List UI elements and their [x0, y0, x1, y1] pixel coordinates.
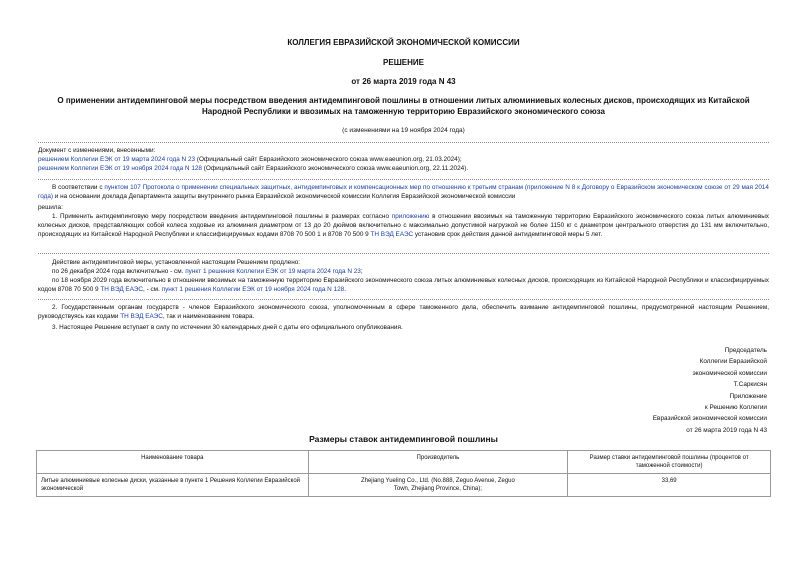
preamble: [38, 183, 769, 201]
item-1: [38, 212, 769, 239]
divider: [38, 299, 769, 300]
org-name: КОЛЛЕГИЯ ЕВРАЗИЙСКОЙ ЭКОНОМИЧЕСКОЙ КОМИССИИ: [287, 38, 520, 47]
note-link-2[interactable]: пункт 1 решения Коллегии ЕЭК от 19 ноября 2024 года N 128: [161, 286, 345, 293]
item-1-text: 1. Применить антидемпинговую меру посредством введения антидемпинговой пошлины в размерах согласно: [52, 213, 392, 220]
item-3: 3. Настоящее Решение вступает в силу по истечении 30 календарных дней с даты его официального опубликования.: [52, 324, 403, 331]
note-text: по 26 декабря 2024 года включительно - см.: [52, 268, 186, 275]
item-1-text: установив срок действия данной антидемпинговой меры 5 лет.: [413, 231, 603, 238]
col-header: Производитель: [308, 451, 568, 474]
signature-line: Коллегии Евразийской: [699, 358, 767, 366]
appendix-line: Евразийской экономической комиссии: [652, 415, 767, 423]
table-cell: Литые алюминиевые колесные диски, указанные в пункте 1 Решения Коллегии Евразийской экономической: [37, 474, 309, 497]
note-text: .: [344, 286, 347, 293]
changes-block: [38, 146, 769, 173]
signature-block: [653, 345, 767, 436]
appendix-line: от 26 марта 2019 года N 43: [686, 426, 767, 434]
note-text: ;: [360, 268, 363, 275]
item-2-text: 2. Государственным органам государств - членов Евразийского экономического союза, уполномоченным в сфере таможенного дела, обеспечить взимание антидемпинговой пошлины, предусмотренной настоящим Решением, руководствуясь как кодами: [38, 304, 769, 320]
tnved-link[interactable]: ТН ВЭД ЕАЭС: [370, 231, 414, 238]
note-block: [38, 258, 769, 294]
table-header-row: [37, 451, 771, 474]
appendix-link[interactable]: приложению: [391, 213, 430, 220]
table-cell: 33,69: [568, 474, 771, 497]
duty-table: [36, 450, 771, 497]
change-link-1[interactable]: решением Коллегии ЕЭК от 19 марта 2024 года N 23: [38, 156, 196, 163]
col-header: Наименование товара: [37, 451, 309, 474]
doc-title: О применении антидемпинговой меры посредством введения антидемпинговой пошлины в отношении литых алюминиевых колесных дисков, происходящих из Китайской Народной Республики и ввозимых на таможенную территорию Евразийского экономического союза: [57, 96, 750, 116]
preamble-text: В соответствии с: [52, 184, 105, 191]
item-2-text: , так и наименованием товара.: [162, 313, 255, 320]
appendix-line: к Решению Коллегии: [704, 404, 767, 412]
divider: [38, 142, 769, 143]
preamble-text: и на основании доклада Департамента защиты внутреннего рынка Евразийской экономической комиссии Коллегия Евразийской экономической комиссии: [53, 193, 516, 200]
signature-line: экономической комиссии: [692, 369, 767, 377]
note-text: , - см.: [143, 286, 162, 293]
table-row: [37, 474, 771, 497]
item-1-text: в отношении ввозимых на таможенную территорию Евразийского экономического союза литых алюминиевых колесных дисков, представляющих собой колеса ходовые из алюминия диаметром от 13 до 20 дюймов включительно с максимально допустимой нагрузкой не более 1150 кг с диаметром центрального отверстия до 131 мм включительно, происходящих из Китайской Народной Республики и классифицируемых кодами 8708 70 500 1 и 8708 70 500 9: [38, 213, 769, 238]
doc-subtitle: (с изменениями на 19 ноября 2024 года): [342, 127, 465, 134]
table-title: Размеры ставок антидемпинговой пошлины: [309, 434, 498, 444]
appendix-line: Приложение: [729, 392, 767, 400]
protocol-link[interactable]: пунктом 107 Протокола о применении специальных защитных, антидемпинговых и компенсационных мер по отношению к третьим странам (приложение N 8 к Договору о Евразийском экономическом союзе от 29 мая 2014 года): [38, 184, 769, 200]
table-cell: Zhejiang Yueling Co., Ltd. (No.888, Zeguo Avenue, Zeguo Town, Zhejiang Province, China);: [308, 474, 568, 497]
tnved-link[interactable]: ТН ВЭД ЕАЭС: [100, 286, 144, 293]
item-2: [38, 303, 769, 321]
note-text: Действие антидемпинговой меры, установленной настоящим Решением продлено:: [52, 259, 301, 266]
note-text: по 18 ноября 2029 года включительно в отношении ввозимых на таможенную территорию Евразийского экономического союза литых алюминиевых колесных дисков, происходящих из Китайской Народной Республики и классифицируемых кодом 8708 70 500 9: [38, 277, 769, 293]
decided: решила:: [38, 204, 63, 211]
divider: [38, 179, 769, 180]
signature-line: Председатель: [724, 347, 767, 354]
doc-type: РЕШЕНИЕ: [383, 58, 424, 67]
change-text-2: (Официальный сайт Евразийского экономического союза www.eaeunion.org, 22.11.2024).: [202, 165, 469, 172]
divider: [38, 253, 769, 254]
change-link-2[interactable]: решением Коллегии ЕЭК от 19 ноября 2024 года N 128: [38, 165, 202, 172]
signature-line: Т.Саркисян: [733, 381, 767, 389]
changes-intro: Документ с изменениями, внесенными:: [38, 147, 156, 154]
change-text-1: (Официальный сайт Евразийского экономического союза www.eaeunion.org, 21.03.2024);: [195, 156, 462, 163]
note-link-1[interactable]: пункт 1 решения Коллегии ЕЭК от 19 марта 2024 года N 23: [185, 268, 361, 275]
tnved-link[interactable]: ТН ВЭД ЕАЭС: [120, 313, 163, 320]
col-header: Размер ставки антидемпинговой пошлины (процентов от таможенной стоимости): [568, 451, 771, 474]
doc-date: от 26 марта 2019 года N 43: [351, 77, 456, 86]
